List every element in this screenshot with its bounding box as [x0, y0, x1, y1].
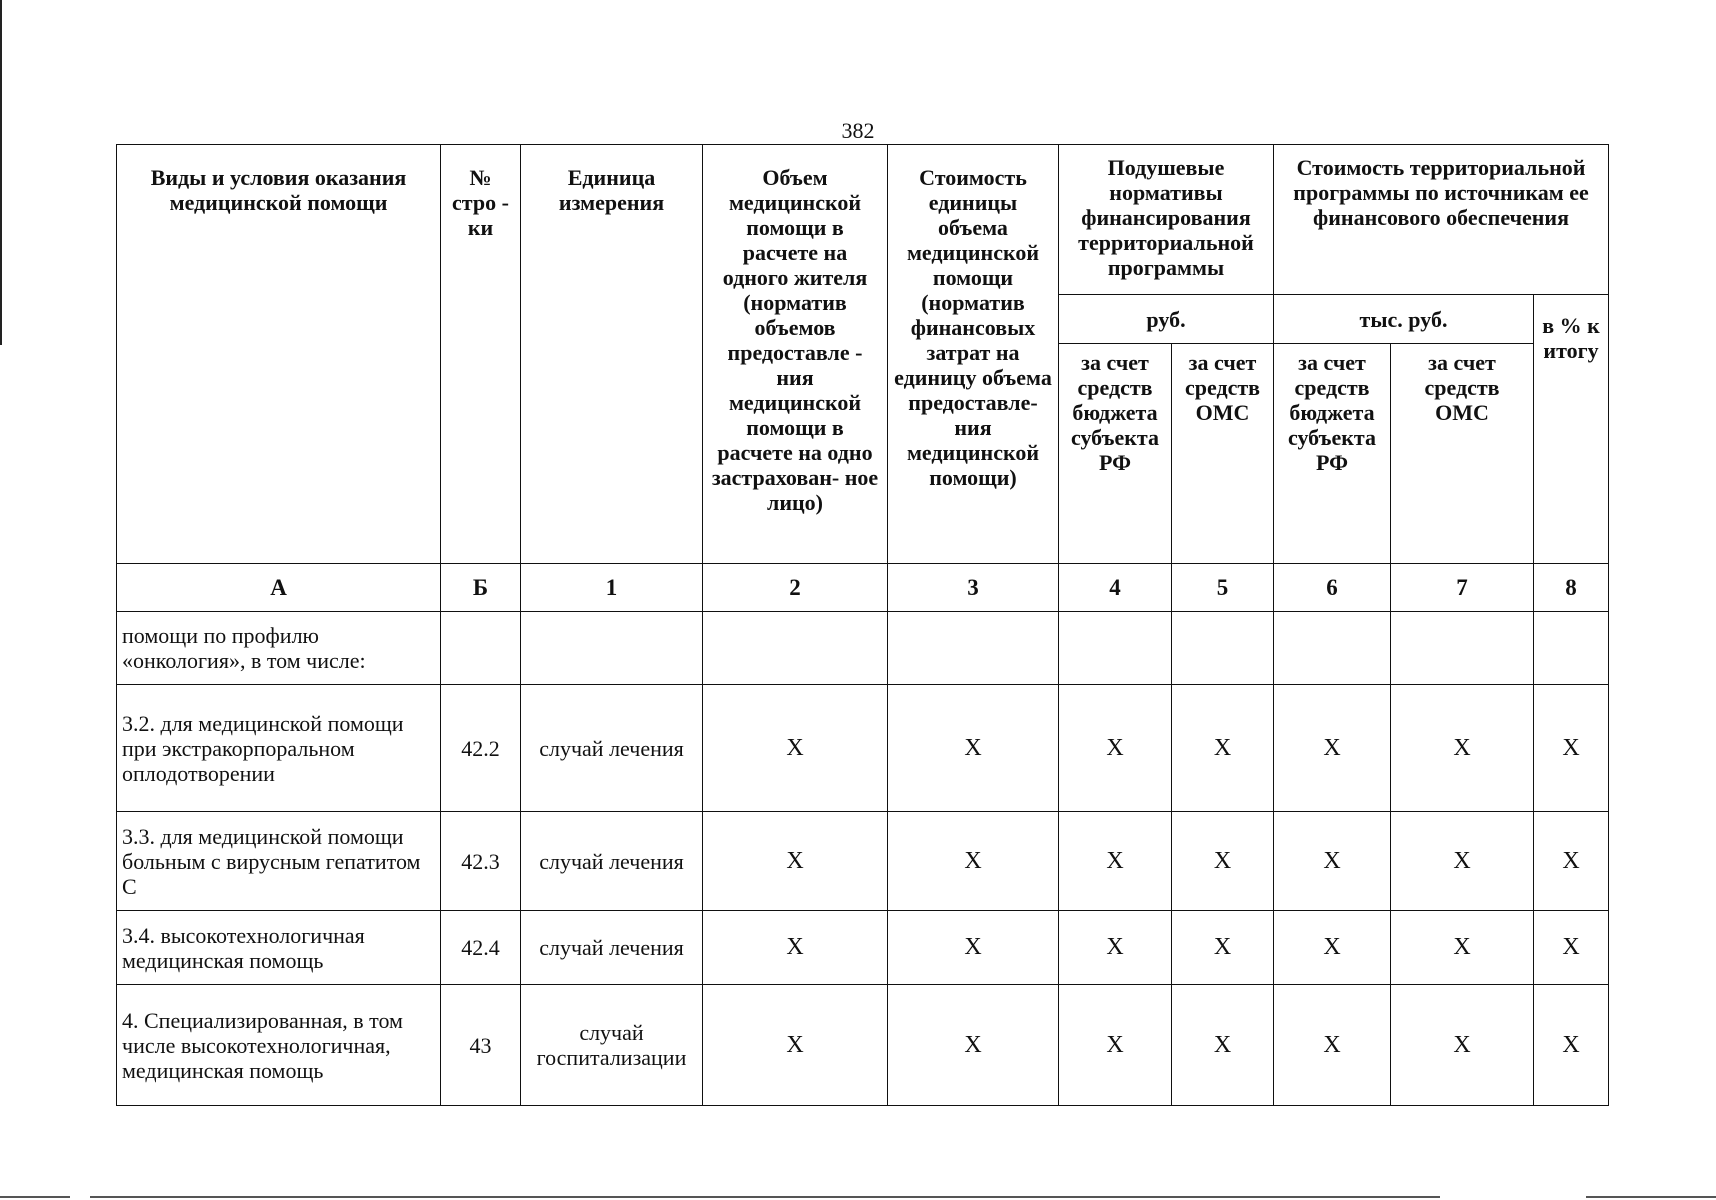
- row-value: [888, 612, 1059, 685]
- row-value: X: [1391, 985, 1534, 1106]
- row-value: X: [1274, 911, 1391, 985]
- scan-edge-bottom-left: [0, 1196, 70, 1198]
- index-cell: 3: [888, 564, 1059, 612]
- table-row: [117, 612, 1609, 685]
- program-table: [116, 144, 1609, 1106]
- row-value: X: [888, 911, 1059, 985]
- table-row: [117, 812, 1609, 911]
- index-cell: 7: [1391, 564, 1534, 612]
- row-value: X: [1534, 685, 1609, 812]
- row-value: X: [1172, 812, 1274, 911]
- row-value: X: [1391, 812, 1534, 911]
- header-rub-oms: за счет средств ОМС: [1172, 344, 1274, 564]
- row-value: [1059, 612, 1172, 685]
- scan-edge-bottom: [90, 1196, 1440, 1198]
- header-type-of-care: Виды и условия оказания медицинской помощи: [117, 145, 441, 564]
- row-value: X: [1534, 985, 1609, 1106]
- row-value: X: [1059, 812, 1172, 911]
- row-value: X: [1534, 911, 1609, 985]
- row-value: X: [1059, 985, 1172, 1106]
- row-value: X: [1274, 812, 1391, 911]
- index-cell: А: [117, 564, 441, 612]
- header-volume: Объем медицинской помощи в расчете на одного жителя (норматив объемов предоставле - ния медицинской помощи в расчете на одно застрахован- ное лицо): [703, 145, 888, 564]
- header-program-cost: Стоимость территориальной программы по источникам ее финансового обеспечения: [1274, 145, 1609, 295]
- row-number: 42.2: [441, 685, 521, 812]
- row-value: X: [1391, 685, 1534, 812]
- row-value: X: [1534, 812, 1609, 911]
- index-cell: 6: [1274, 564, 1391, 612]
- row-value: X: [1059, 911, 1172, 985]
- index-cell: 2: [703, 564, 888, 612]
- row-value: [703, 612, 888, 685]
- header-thousand-budget: за счет средств бюджета субъекта РФ: [1274, 344, 1391, 564]
- row-value: [1274, 612, 1391, 685]
- index-cell: 5: [1172, 564, 1274, 612]
- header-per-capita: Подушевые нормативы финансирования территориальной программы: [1059, 145, 1274, 295]
- row-number: [441, 612, 521, 685]
- row-value: X: [1391, 911, 1534, 985]
- row-unit: случай лечения: [521, 911, 703, 985]
- row-value: X: [1172, 685, 1274, 812]
- row-value: X: [703, 685, 888, 812]
- header-row-number: № стро - ки: [441, 145, 521, 564]
- header-unit: Единица измерения: [521, 145, 703, 564]
- row-value: X: [888, 685, 1059, 812]
- table-row: [117, 685, 1609, 812]
- header-row-1: [117, 145, 1609, 295]
- row-number: 42.3: [441, 812, 521, 911]
- row-value: X: [1172, 911, 1274, 985]
- header-rub-budget: за счет средств бюджета субъекта РФ: [1059, 344, 1172, 564]
- row-name: 3.2. для медицинской помощи при экстракорпоральном оплодотворении: [117, 685, 441, 812]
- row-unit: [521, 612, 703, 685]
- row-unit: случай лечения: [521, 685, 703, 812]
- header-percent-total: в % к итогу: [1534, 295, 1609, 564]
- header-thousand-oms: за счет средств ОМС: [1391, 344, 1534, 564]
- index-cell: Б: [441, 564, 521, 612]
- table-row: [117, 911, 1609, 985]
- header-thousand-rub: тыс. руб.: [1274, 295, 1534, 344]
- row-value: X: [1274, 685, 1391, 812]
- scan-edge-bottom-right: [1586, 1196, 1716, 1198]
- row-name: 3.3. для медицинской помощи больным с вирусным гепатитом С: [117, 812, 441, 911]
- row-value: X: [1274, 985, 1391, 1106]
- row-number: 42.4: [441, 911, 521, 985]
- row-value: X: [888, 812, 1059, 911]
- row-value: X: [1059, 685, 1172, 812]
- row-number: 43: [441, 985, 521, 1106]
- table-row: [117, 985, 1609, 1106]
- row-value: X: [888, 985, 1059, 1106]
- row-value: X: [1172, 985, 1274, 1106]
- header-rub: руб.: [1059, 295, 1274, 344]
- row-name: помощи по профилю «онкология», в том числе:: [117, 612, 441, 685]
- row-value: X: [703, 911, 888, 985]
- index-cell: 4: [1059, 564, 1172, 612]
- row-value: [1534, 612, 1609, 685]
- row-value: X: [703, 812, 888, 911]
- index-row: [117, 564, 1609, 612]
- row-value: [1172, 612, 1274, 685]
- index-cell: 1: [521, 564, 703, 612]
- row-value: [1391, 612, 1534, 685]
- header-unit-cost: Стоимость единицы объема медицинской помощи (норматив финансовых затрат на единицу объема предоставле- ния медицинской помощи): [888, 145, 1059, 564]
- page-number: 382: [841, 118, 875, 143]
- row-name: 4. Специализированная, в том числе высокотехнологичная, медицинская помощь: [117, 985, 441, 1106]
- row-unit: случай госпитализации: [521, 985, 703, 1106]
- index-cell: 8: [1534, 564, 1609, 612]
- row-value: X: [703, 985, 888, 1106]
- scan-edge-left: [0, 0, 2, 345]
- row-unit: случай лечения: [521, 812, 703, 911]
- row-name: 3.4. высокотехнологичная медицинская помощь: [117, 911, 441, 985]
